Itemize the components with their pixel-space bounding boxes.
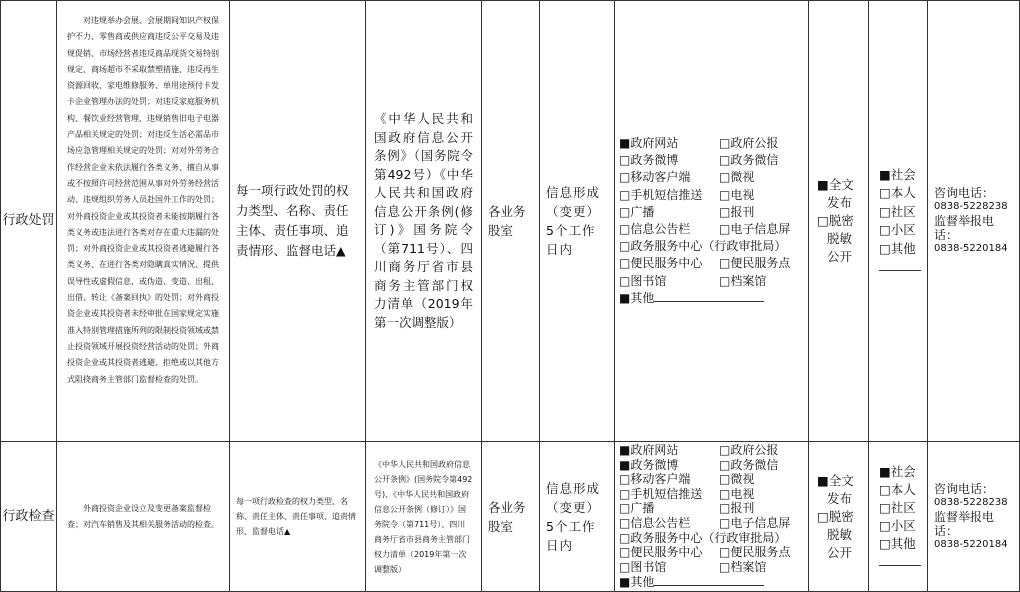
scope-line: 公开 <box>827 544 853 560</box>
scope-cell <box>809 442 869 592</box>
department-text: 各业务股室 <box>488 204 526 238</box>
channel-item: □信息公告栏 <box>619 222 691 236</box>
consult-phone: 0838-5228238 <box>934 496 1008 508</box>
scope-line: □脱密 <box>817 508 854 524</box>
elements-text: 每一项行政检查的权力类型、名称、责任主体、责任事项、追责情形、监督电话▲ <box>236 497 356 536</box>
category-cell <box>1 442 57 592</box>
supervise-label: 监督举报电话： <box>934 214 995 242</box>
content-cell <box>57 442 230 592</box>
channel-item: □报刊 <box>719 501 755 516</box>
scope-line: 脱敏 <box>827 526 853 542</box>
channel-item: □电子信息屏 <box>719 222 791 236</box>
category-label: 行政检查 <box>2 508 55 524</box>
channel-item: □广播 <box>619 204 655 219</box>
channel-item: □政务微信 <box>719 153 779 168</box>
channel-item: □电视 <box>719 486 755 501</box>
channel-item: □档案馆 <box>719 273 767 288</box>
supervise-phone: 0838-5220184 <box>934 243 1008 254</box>
object-item: □社区 <box>879 203 916 219</box>
channel-item: □政务服务中心（行政审批局） <box>619 239 787 254</box>
channel-item: □政府公报 <box>719 135 779 150</box>
basis-cell <box>366 1 482 442</box>
category-label: 行政处罚 <box>2 213 55 228</box>
time-limit-text: 信息形成（变更）5个工作日内 <box>546 480 601 553</box>
channel-item: □便民服务中心 <box>619 545 703 560</box>
scope-cell <box>809 1 869 442</box>
table-row <box>1 1 1020 442</box>
supervise-label: 监督举报电话： <box>934 509 995 538</box>
elements-cell <box>230 1 366 442</box>
channels-cell <box>615 1 809 442</box>
channel-item: ■政府网站 <box>619 135 679 150</box>
object-item: ■社会 <box>879 463 916 479</box>
objects-cell <box>869 1 928 442</box>
channel-item: □图书馆 <box>619 273 667 288</box>
channel-item: ■政务微博 <box>619 457 679 472</box>
channel-item: □政府公报 <box>719 443 779 458</box>
channel-item: □手机短信推送 <box>619 187 703 202</box>
channel-item: ■政府网站 <box>619 443 679 458</box>
channel-item: □电视 <box>719 187 755 202</box>
channel-item: □便民服务点 <box>719 545 791 560</box>
content-text: 对违规举办会展、会展期间知识产权保护不力、零售商或供应商违反公平交易及违规促销、市场经营者违反商品现货交易特别规定、商场超市不采取禁塑措施、违反再生资源回收、家电维修服务、单用途预付卡发卡企业管理办法的处罚；对违反家庭服务机构、餐饮业经营管理、违规销售旧电子电器产品相关规定的处罚；对违反生活必需品市场应急管理相关规定的处罚；对对外劳务合作经营企业未依法履行各类义务、擅自从事或不按照许可经营范围从事对外劳务经营活动、违规组织劳务人员赴国外工作的处罚；对外商投资企业或其投资者未能按期履行各类义务或违法进行各类对存在重大违漏的处罚；对外商投资企业或其投资者逃避履行各类义务、在进行各类对隐瞒真实情况、提供误导性或虚假信息，或伪造、变造、出租、出借、转让《备案回执》的处罚；对外商投资企业或其投资者未经审批在国家规定实施准入特别管理措施所列的限制投资领域或禁止投资领域开展投资经营活动的处罚；外商投资企业或其投资者逃避、拒绝或以其他方式阻挠商务主管部门监督检查的处罚。 <box>67 16 219 384</box>
channel-item: □便民服务点 <box>719 256 791 271</box>
channel-item: □政务微博 <box>619 153 679 168</box>
object-item: □小区 <box>879 517 916 533</box>
supervise-phone: 0838-5220184 <box>934 538 1008 550</box>
channel-list <box>619 135 806 307</box>
channel-list <box>619 443 806 590</box>
object-item: □本人 <box>879 185 916 200</box>
fill-in-blank-line <box>654 290 764 302</box>
channel-item: □移动客户端 <box>619 472 691 487</box>
scope-line: 发布 <box>827 195 853 210</box>
scope-line: 脱敏 <box>827 231 853 246</box>
content-text: 外商投资企业设立及变更备案监督检查；对汽车销售及其相关服务活动的检查。 <box>67 503 219 529</box>
channel-item: □政务微信 <box>719 457 779 472</box>
channel-item: □手机短信推送 <box>619 486 703 501</box>
channel-item: □广播 <box>619 501 655 516</box>
object-item: □小区 <box>879 222 916 237</box>
basis-cell <box>366 442 482 592</box>
contact-cell <box>928 1 1020 442</box>
fill-in-blank-line <box>879 553 923 571</box>
channel-item: □便民服务中心 <box>619 256 703 271</box>
channel-item: □微视 <box>719 170 755 185</box>
scope-line: □脱密 <box>817 213 854 228</box>
category-cell <box>1 1 57 442</box>
consult-phone: 0838-5228238 <box>934 201 1008 212</box>
object-item: ■社会 <box>879 166 916 182</box>
basis-text: 《中华人民共和国政府信息公开条例》(国务院令第492号)、《中华人民共和国政府信息公开条例（修订）》国务院令（第711号）、四川商务厅省市县商务主管部门权力清单（2019年第一次调整版） <box>374 459 473 574</box>
scope-line: 发布 <box>827 490 853 506</box>
objects-cell <box>869 442 928 592</box>
table-row <box>1 442 1020 592</box>
object-item: □其他 <box>879 240 916 256</box>
channel-item: □图书馆 <box>619 559 667 574</box>
time-limit-text: 信息形成（变更）5个工作日内 <box>546 185 601 257</box>
channel-other-label: ■其他 <box>619 290 655 305</box>
object-item: □其他 <box>879 535 916 551</box>
fill-in-blank-line <box>879 258 923 277</box>
consult-label: 咨询电话： <box>934 481 995 496</box>
department-cell <box>482 442 540 592</box>
time-limit-cell <box>540 1 615 442</box>
channel-other <box>619 290 809 307</box>
object-item: □本人 <box>879 481 916 497</box>
elements-text: 每一项行政处罚的权力类型、名称、责任主体、责任事项、追责情形、监督电话▲ <box>236 183 349 258</box>
channel-item: □报刊 <box>719 204 755 219</box>
elements-cell <box>230 442 366 592</box>
time-limit-cell <box>540 442 615 592</box>
scope-line: 公开 <box>827 249 853 264</box>
object-item: □社区 <box>879 499 916 515</box>
channel-item: □政务服务中心（行政审批局） <box>619 530 787 545</box>
channel-item: □电子信息屏 <box>719 516 791 530</box>
scope-line: ■全文 <box>817 472 854 488</box>
consult-label: 咨询电话： <box>934 186 995 200</box>
scope-line: ■全文 <box>817 177 854 192</box>
channel-item: □移动客户端 <box>619 170 691 185</box>
channel-item: □信息公告栏 <box>619 516 691 530</box>
basis-text: 《中华人民共和国政府信息公开条例》（国务院令第492号）《中华人民共和国政府信息公开条例(修订)》国务院令（第711号）、四川商务厅省市县商务主管部门权力清单（2019年第一次调整版） <box>374 111 473 330</box>
department-cell <box>482 1 540 442</box>
channel-other <box>619 574 809 590</box>
contact-cell <box>928 442 1020 592</box>
channel-item: □微视 <box>719 472 755 487</box>
channel-item: □档案馆 <box>719 559 767 574</box>
content-cell <box>57 1 230 442</box>
channels-cell <box>615 442 809 592</box>
fill-in-blank-line <box>654 574 764 586</box>
channel-other-label: ■其他 <box>619 575 655 590</box>
department-text: 各业务股室 <box>488 499 526 534</box>
